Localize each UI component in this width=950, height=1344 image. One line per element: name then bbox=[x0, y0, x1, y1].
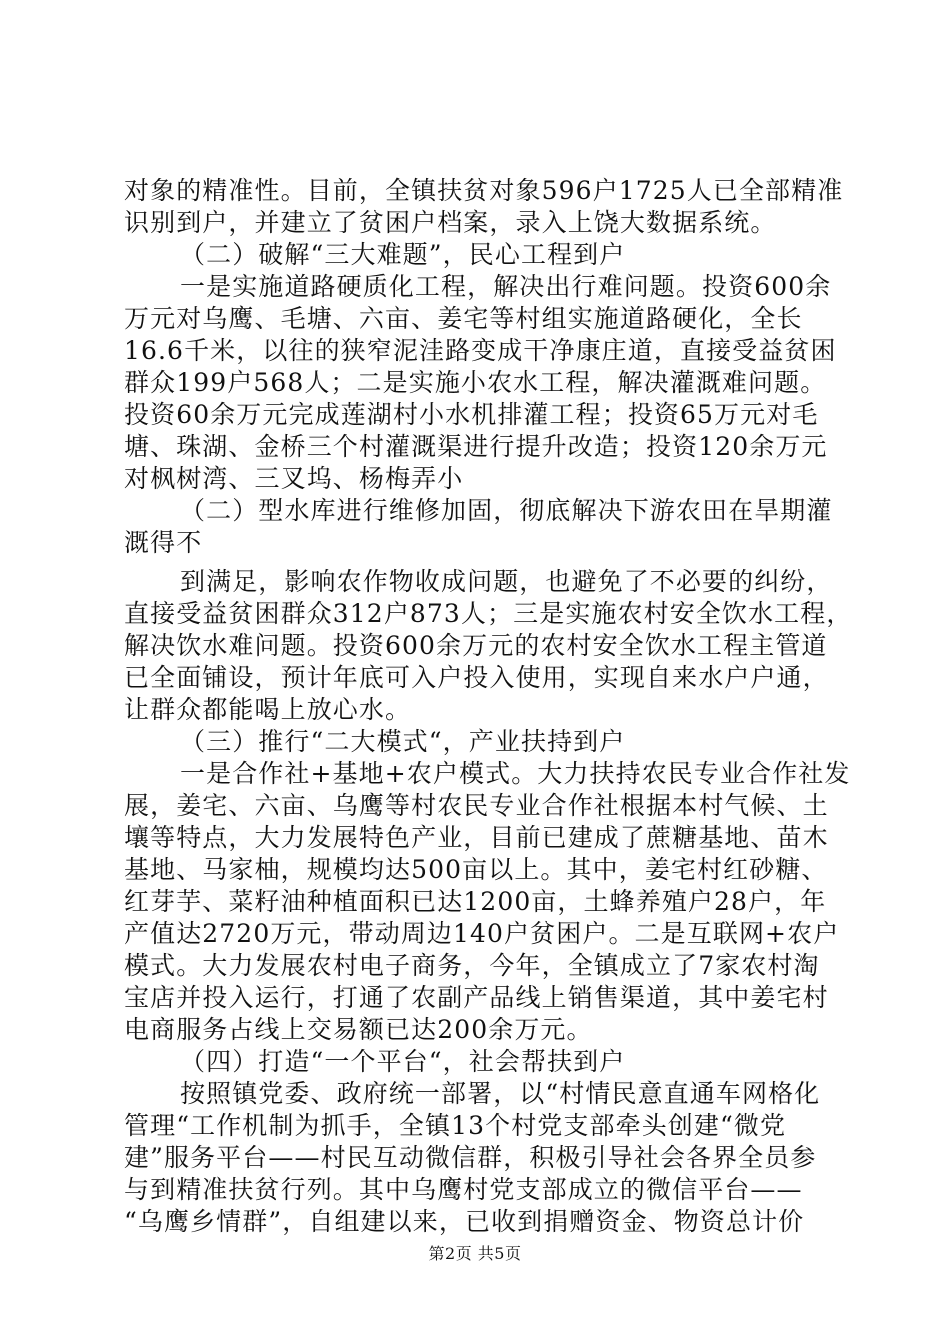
section-heading: （三）推行“二大模式“，产业扶持到户 bbox=[180, 727, 626, 756]
text-line: 已全面铺设，预计年底可入户投入使用，实现自来水户户通， bbox=[124, 663, 829, 692]
text-line: 识别到户，并建立了贫困户档案，录入上饶大数据系统。 bbox=[124, 208, 777, 237]
text-line: 对枫树湾、三叉坞、杨梅弄小 bbox=[124, 464, 464, 493]
text-line: 群众199户568人；二是实施小农水工程，解决灌溉难问题。 bbox=[124, 368, 827, 397]
text-line: 电商服务占线上交易额已达200余万元。 bbox=[124, 1015, 593, 1044]
text-line: 让群众都能喝上放心水。 bbox=[124, 695, 412, 724]
text-line: 对象的精准性。目前，全镇扶贫对象596户1725人已全部精准 bbox=[124, 176, 844, 205]
text-line: “乌鹰乡情群”，自组建以来，已收到捐赠资金、物资总计价 bbox=[124, 1207, 805, 1236]
text-line: 宝店并投入运行，打通了农副产品线上销售渠道，其中姜宅村 bbox=[124, 983, 829, 1012]
section-heading: （四）打造“一个平台“，社会帮扶到户 bbox=[180, 1047, 626, 1076]
text-line: 展，姜宅、六亩、乌鹰等村农民专业合作社根据本村气候、土 bbox=[124, 791, 829, 820]
text-line: 产值达2720万元，带动周边140户贫困户。二是互联网+农户 bbox=[124, 919, 840, 948]
text-line: 壤等特点，大力发展特色产业，目前已建成了蔗糖基地、苗木 bbox=[124, 823, 829, 852]
text-line: 一是实施道路硬质化工程，解决出行难问题。投资600余 bbox=[180, 272, 832, 301]
text-line: （二）型水库进行维修加固，彻底解决下游农田在旱期灌 bbox=[180, 496, 833, 525]
section-heading: （二）破解“三大难题”，民心工程到户 bbox=[180, 240, 626, 269]
text-line: 到满足，影响农作物收成问题，也避免了不必要的纠纷， bbox=[180, 567, 833, 596]
text-line: 解决饮水难问题。投资600余万元的农村安全饮水工程主管道 bbox=[124, 631, 828, 660]
text-line: 投资60余万元完成莲湖村小水机排灌工程；投资65万元对毛 bbox=[124, 400, 819, 429]
text-line: 溉得不 bbox=[124, 528, 203, 557]
text-line: 16.6千米，以往的狭窄泥洼路变成干净康庄道，直接受益贫困 bbox=[124, 336, 837, 365]
text-line: 一是合作社+基地+农户模式。大力扶持农民专业合作社发 bbox=[180, 759, 851, 788]
text-line: 与到精准扶贫行列。其中乌鹰村党支部成立的微信平台—— bbox=[124, 1175, 803, 1204]
text-line: 塘、珠湖、金桥三个村灌溉渠进行提升改造；投资120余万元 bbox=[124, 432, 828, 461]
text-line: 模式。大力发展农村电子商务，今年，全镇成立了7家农村淘 bbox=[124, 951, 820, 980]
text-line: 红芽芋、菜籽油种植面积已达1200亩，土蜂养殖户28户，年 bbox=[124, 887, 827, 916]
text-line: 建”服务平台——村民互动微信群，积极引导社会各界全员参 bbox=[124, 1143, 817, 1172]
text-line: 万元对乌鹰、毛塘、六亩、姜宅等村组实施道路硬化，全长 bbox=[124, 304, 803, 333]
page-number-footer: 第2页 共5页 bbox=[428, 1244, 522, 1263]
text-line: 管理“工作机制为抓手，全镇13个村党支部牵头创建“微党 bbox=[124, 1111, 787, 1140]
text-line: 直接受益贫困群众312户873人；三是实施农村安全饮水工程， bbox=[124, 599, 853, 628]
text-line: 按照镇党委、政府统一部署，以“村情民意直通车网格化 bbox=[180, 1079, 821, 1108]
text-line: 基地、马家柚，规模均达500亩以上。其中，姜宅村红砂糖、 bbox=[124, 855, 828, 884]
